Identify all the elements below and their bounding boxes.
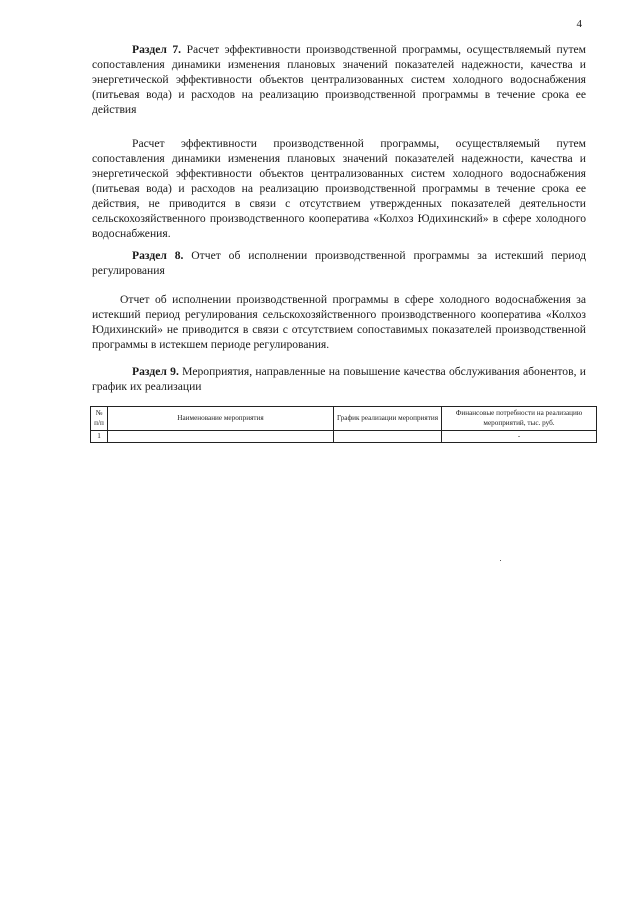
- section8-body: Отчет об исполнении производственной программы в сфере холодного водоснабжения за истекший период регулирования сельскохозяйственного производственного кооператива «Колхоз Юдихинский» не приводится в связи с отсутствием сопоставимых показателей производственной программы в истекшем периоде регулирования.: [92, 293, 586, 351]
- table-header-row: [91, 407, 597, 431]
- section9-title: Мероприятия, направленные на повышение качества обслуживания абонентов, и график их реализации: [92, 365, 586, 393]
- cell-name: [108, 431, 334, 443]
- cell-schedule: [334, 431, 442, 443]
- scan-speck: [500, 560, 501, 561]
- cell-number: 1: [91, 431, 108, 443]
- table-row: [91, 431, 597, 443]
- header-number: № п/п: [91, 407, 108, 431]
- section7-title: Расчет эффективности производственной программы, осуществляемый путем сопоставления динамики изменения плановых значений показателей надежности, качества и энергетической эффективности объектов централизованных систем холодного водоснабжения (питьевая вода) и расходов на реализацию производственной программы в течение срока ее действия: [92, 43, 587, 116]
- section8-title: Отчет об исполнении производственной программы за истекший период регулирования: [92, 249, 586, 277]
- section7-label: Раздел 7.: [132, 43, 182, 56]
- section9-label: Раздел 9.: [132, 365, 179, 378]
- section8-label: Раздел 8.: [132, 249, 184, 262]
- section9-heading: [92, 364, 586, 394]
- page-number: 4: [576, 18, 582, 30]
- cell-financial-value: -: [517, 431, 521, 440]
- section8-heading: [92, 248, 586, 278]
- header-financial-needs: Финансовые потребности на реализацию мероприятий, тыс. руб.: [442, 407, 597, 431]
- header-schedule: График реализации мероприятия: [334, 407, 442, 431]
- header-name: Наименование мероприятия: [108, 407, 334, 431]
- events-table: [90, 406, 597, 443]
- section7-heading: [92, 42, 586, 117]
- section7-body: Расчет эффективности производственной программы, осуществляемый путем сопоставления динамики изменения плановых значений показателей надежности, качества и энергетической эффективности объектов централизованных систем холодного водоснабжения (питьевая вода) и расходов на реализацию производственной программы в течение срока ее действия, не приводится в связи с отсутствием утвержденных показателей деятельности сельскохозяйственного производственного кооператива «Колхоз Юдихинский» в сфере холодного водоснабжения.: [92, 137, 586, 240]
- cell-financial-needs: [442, 431, 597, 443]
